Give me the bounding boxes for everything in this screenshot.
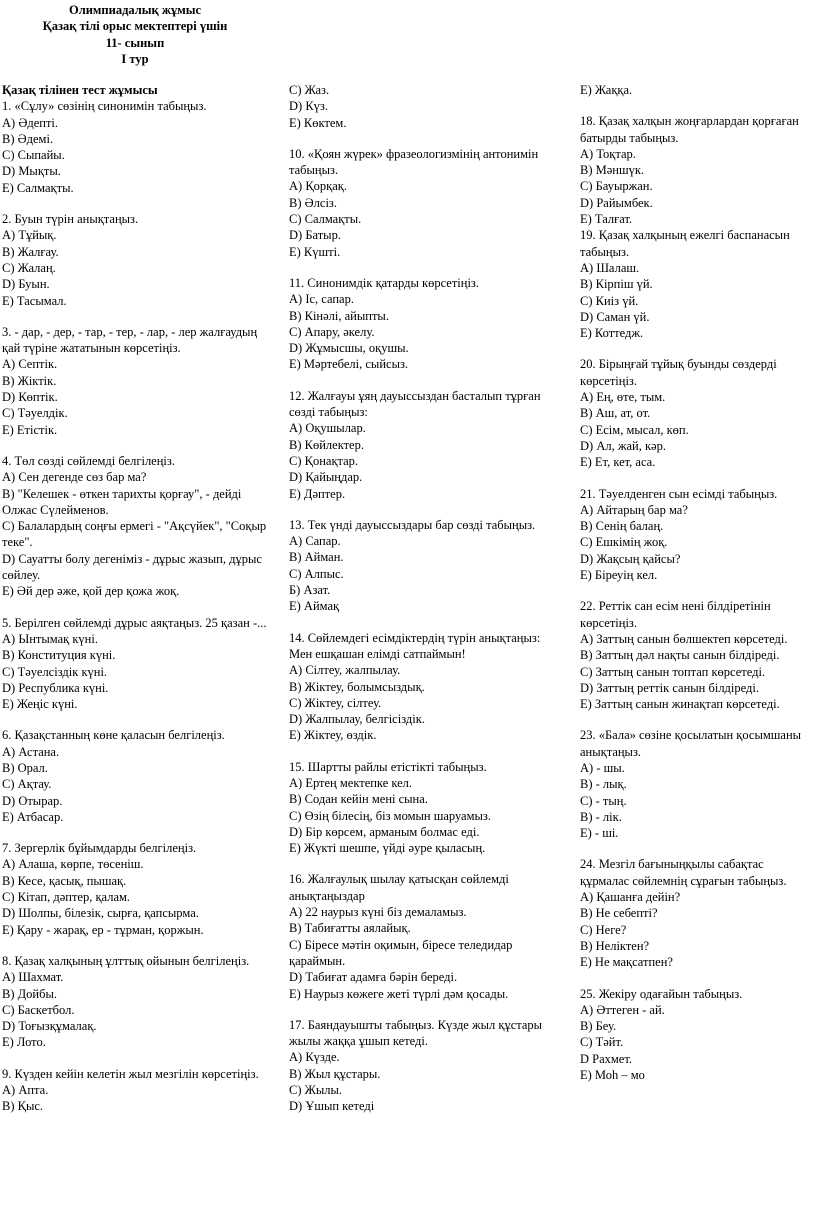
answer-option: C) - тың. [580, 793, 627, 808]
answer-option: D) Заттың реттік санын білдіреді. [580, 680, 759, 695]
answer-option: E) Жүкті шешпе, үйді әуре қыласың. [289, 841, 486, 856]
answer-option: E) Салмақты. [2, 180, 74, 195]
answer-option: E) Ет, кет, аса. [580, 455, 656, 470]
question-text: 23. «Бала» сөзіне қосылатын қосымшаны анықтаңыз. [580, 728, 802, 759]
question-block [289, 1017, 559, 1115]
question-block [580, 486, 814, 584]
question-block [289, 630, 559, 744]
answer-option: C) Жылы. [289, 1083, 342, 1098]
answer-option: A) Ең, өте, тым. [580, 390, 666, 405]
answer-option: D) Бір көрсем, арманым болмас еді. [289, 824, 480, 839]
answer-option: B) - лік. [580, 809, 622, 824]
question-text: 24. Мезгіл бағыныңқылы сабақтас құрмалас сөйлемнің сұрағын табыңыз. [580, 857, 787, 888]
question-text: 17. Баяндауышты табыңыз. Күзде жыл құстары жылы жаққа ұшып кетеді. [289, 1017, 543, 1049]
question-block [2, 98, 270, 196]
question-block [2, 324, 270, 438]
answer-option: E) Коттедж. [580, 326, 644, 341]
answer-option: D Рахмет. [580, 1051, 633, 1066]
answer-option: E) Не мақсатпен? [580, 955, 673, 970]
answer-option: C) Тәйт. [580, 1035, 624, 1050]
question-block [289, 759, 559, 857]
question-text: 2. Буын түрін анықтаңыз. [2, 212, 139, 227]
question-block [580, 727, 814, 841]
answer-option: A) Септік. [2, 357, 58, 372]
answer-option: D) Мықты. [2, 164, 61, 179]
answer-option: D) Батыр. [289, 228, 341, 243]
answer-option: A) Қашанға дейін? [580, 890, 681, 905]
answer-option: C) Жаз. [289, 83, 330, 97]
answer-option: B) Дойбы. [2, 986, 57, 1001]
question-text: 25. Жекіру одағайын табыңыз. [580, 986, 743, 1001]
answer-option: A) Тоқтар. [580, 146, 636, 161]
question-text: 7. Зергерлік бұйымдарды белгілеңіз. [2, 841, 197, 856]
header-subject: Қазақ тілі орыс мектептері үшін [42, 19, 228, 34]
answer-option: C) Киіз үй. [580, 293, 639, 308]
answer-option: D) Отырар. [2, 793, 63, 808]
answer-option: E) Жаққа. [580, 83, 633, 97]
question-text: 12. Жалғауы ұяң дауыссыздан басталып тұрған сөзді табыңыз: [289, 388, 541, 420]
answer-option: A) Заттың санын бөлшектеп көрсетеді. [580, 631, 788, 646]
answer-option: C) Біресе мәтін оқимын, біресе теледидар қараймын. [289, 937, 513, 968]
question-block [2, 1066, 270, 1115]
question-block [2, 840, 270, 938]
question-text: 1. «Сұлу» сөзінің синонимін табыңыз. [2, 99, 207, 114]
answer-option: B) Кесе, қасық, пышақ. [2, 873, 127, 888]
answer-option: D) Жақсың қайсы? [580, 551, 681, 566]
question-block [580, 986, 814, 1084]
answer-option: E) Талғат. [580, 212, 633, 227]
answer-option: C) Баскетбол. [2, 1002, 75, 1017]
answer-option: B) Табиғатты аялайық. [289, 921, 411, 936]
answer-option: C) Сыпайы. [2, 148, 65, 163]
answer-option: B) Жыл құстары. [289, 1066, 381, 1081]
answer-option: E) Заттың санын жинақтап көрсетеді. [580, 697, 780, 712]
answer-option: E) Атбасар. [2, 809, 64, 824]
question-block [2, 953, 270, 1051]
answer-option: Б) Азат. [289, 583, 331, 598]
question-block [580, 598, 814, 712]
question-block [289, 275, 559, 373]
question-continuation [580, 82, 814, 98]
answer-option: A) Алаша, көрпе, төсеніш. [2, 857, 144, 872]
answer-option: C) Неге? [580, 922, 627, 937]
answer-option: B) Кірпіш үй. [580, 277, 653, 292]
document-header [0, 2, 270, 67]
question-block [580, 856, 814, 970]
question-text: 18. Қазақ халқын жоңғарлардан қорғаған батырды табыңыз. [580, 114, 799, 145]
answer-option: E) Лото. [2, 1035, 46, 1050]
answer-option: D) Жұмысшы, оқушы. [289, 341, 409, 356]
answer-option: C) Қонақтар. [289, 453, 359, 468]
answer-option: B) Неліктен? [580, 938, 650, 953]
answer-option: C) Заттың санын топтап көрсетеді. [580, 664, 766, 679]
question-text: 16. Жалғаулық шылау қатысқан сөйлемді анықтаңыздар [289, 872, 509, 903]
answer-option: B) Мәншүк. [580, 163, 645, 178]
answer-option: D) Ал, жай, кәр. [580, 438, 666, 453]
question-block [2, 453, 270, 600]
question-text: 15. Шартты райлы етістікті табыңыз. [289, 759, 487, 774]
answer-option: A) Сапар. [289, 534, 341, 549]
answer-option: E) Тасымал. [2, 293, 67, 308]
answer-option: C) Жіктеу, сілтеу. [289, 695, 382, 710]
answer-option: E) Күшті. [289, 244, 341, 259]
answer-option: D) Табиғат адамға бәрін береді. [289, 970, 458, 985]
answer-option: A) - шы. [580, 760, 625, 775]
question-text: 13. Тек үнді дауыссыздары бар сөзді табыңыз. [289, 517, 536, 532]
question-block [580, 227, 814, 341]
answer-option: B) Айман. [289, 550, 344, 565]
question-block [2, 615, 270, 713]
question-block [289, 517, 559, 615]
question-list [2, 98, 270, 1114]
answer-option: C) Апару, әкелу. [289, 324, 375, 339]
answer-option: B) Содан кейін мені сына. [289, 792, 428, 807]
question-list [580, 113, 814, 1083]
question-text: 9. Күзден кейін келетін жыл мезгілін көрсетіңіз. [2, 1066, 259, 1081]
answer-option: A) Айтарың бар ма? [580, 502, 688, 517]
answer-option: A) Әттеген - ай. [580, 1002, 665, 1017]
answer-option: A) Әдепті. [2, 115, 58, 130]
answer-option: C) Алпыс. [289, 566, 344, 581]
question-block [289, 146, 559, 260]
answer-option: E) Мәртебелі, сыйсыз. [289, 357, 409, 372]
question-text: 10. «Қоян жүрек» фразеологизмінің антонимін табыңыз. [289, 146, 539, 178]
answer-option: E) Етістік. [2, 422, 58, 437]
answer-option: C) Есім, мысал, көп. [580, 422, 689, 437]
answer-option: A) Күзде. [289, 1050, 340, 1065]
answer-option: D) Буын. [2, 277, 50, 292]
header-grade: 11- сынып [105, 35, 165, 50]
answer-option: D) Сауатты болу дегеніміз - дұрыс жазып, дұрыс сөйлеу. [2, 551, 262, 583]
question-text: 19. Қазақ халқының ежелгі баспанасын табыңыз. [580, 228, 790, 259]
answer-option: B) Әлсіз. [289, 195, 337, 210]
question-text: 4. Төл сөзді сөйлемді белгілеңіз. [2, 453, 175, 468]
column-2 [289, 82, 559, 1130]
answer-option: C) Өзің білесің, біз момын шаруамыз. [289, 808, 491, 823]
header-round: I тур [121, 51, 149, 66]
question-text: 8. Қазақ халқының ұлттық ойынын белгілеңіз. [2, 953, 250, 968]
answer-option: D) Күз. [289, 99, 328, 114]
answer-option: A) Іс, сапар. [289, 292, 354, 307]
answer-option: B) Орал. [2, 760, 48, 775]
answer-option: E) Дәптер. [289, 486, 346, 501]
answer-option: B) Әдемі. [2, 131, 54, 146]
answer-option: A) 22 наурыз күні біз демаламыз. [289, 905, 467, 920]
answer-option: E) Әй дер әже, қой дер қожа жоқ. [2, 584, 180, 599]
answer-option: D) Тоғызқұмалақ. [2, 1019, 97, 1034]
answer-option: B) Беу. [580, 1019, 617, 1034]
answer-option: B) - лық. [580, 777, 627, 792]
answer-option: E) Қару - жарақ, ер - тұрман, қоржын. [2, 922, 204, 937]
answer-option: E) Көктем. [289, 115, 347, 130]
answer-option: C) Тәуелсіздік күні. [2, 664, 108, 679]
answer-option: B) Көйлектер. [289, 437, 364, 452]
answer-option: C) Балалардың соңғы ермегі - "Ақсүйек", "Соқыр теке". [2, 519, 267, 550]
question-list [289, 146, 559, 1115]
answer-option: A) Қорқақ. [289, 179, 347, 194]
question-text: 6. Қазақстанның көне қаласын белгілеңіз. [2, 728, 225, 743]
answer-option: E) Аймақ [289, 599, 340, 614]
question-block [2, 211, 270, 309]
answer-option: A) Сен дегенде сөз бар ма? [2, 470, 147, 485]
answer-option: B) Сенің балаң. [580, 519, 664, 534]
column-1 [2, 82, 270, 1130]
answer-option: C) Кітап, дәптер, қалам. [2, 890, 131, 905]
answer-option: B) Не себепті? [580, 906, 658, 921]
answer-option: B) Қыс. [2, 1099, 44, 1114]
answer-option: A) Астана. [2, 744, 60, 759]
answer-option: D) Республика күні. [2, 680, 109, 695]
answer-option: B) Жіктеу, болымсыздық. [289, 679, 425, 694]
answer-option: D) Саман үй. [580, 309, 650, 324]
answer-option: D) Райымбек. [580, 195, 653, 210]
answer-option: D) Шолпы, білезік, сырға, қапсырма. [2, 906, 199, 921]
question-block [2, 727, 270, 825]
answer-option: C) Ешкімің жоқ. [580, 535, 668, 550]
question-block [580, 356, 814, 470]
answer-option: A) Тұйық. [2, 228, 57, 243]
answer-option: B) Кінәлі, айыпты. [289, 308, 389, 323]
answer-option: A) Ертең мектепке кел. [289, 775, 413, 790]
answer-option: E) Біреуің кел. [580, 568, 658, 583]
answer-option: D) Ұшып кетеді [289, 1099, 375, 1114]
answer-option: A) Апта. [2, 1083, 49, 1098]
answer-option: A) Ынтымақ күні. [2, 631, 98, 646]
answer-option: B) Жалғау. [2, 244, 59, 259]
question-block [289, 871, 559, 1001]
answer-option: A) Шахмат. [2, 970, 64, 985]
answer-option: B) Заттың дәл нақты санын білдіреді. [580, 648, 780, 663]
answer-option: E) - ші. [580, 826, 619, 841]
question-text: 3. - дар, - дер, - тар, - тер, - лар, - лер жалғаудың қай түріне жататынын көрсетіңіз. [2, 324, 258, 356]
answer-option: A) Оқушылар. [289, 421, 366, 436]
question-text: 21. Тәуелденген сын есімді табыңыз. [580, 486, 778, 501]
answer-option: C) Ақтау. [2, 777, 52, 792]
question-text: 14. Сөйлемдегі есімдіктердің түрін анықтаңыз: Мен ешқашан елімді сатпаймын! [289, 630, 541, 661]
question-text: 22. Реттік сан есім нені білдіретінін көрсетіңіз. [580, 599, 771, 630]
answer-option: C) Бауыржан. [580, 179, 653, 194]
question-continuation [289, 82, 559, 131]
answer-option: B) Конституция күні. [2, 648, 116, 663]
answer-option: C) Жалаң. [2, 260, 56, 275]
answer-option: B) Аш, ат, от. [580, 406, 651, 421]
answer-option: D) Қайыңдар. [289, 470, 363, 485]
header-title: Олимпиадалық жұмыс [68, 3, 202, 17]
answer-option: C) Салмақты. [289, 212, 362, 227]
section-title: Қазақ тілінен тест жұмысы [2, 83, 158, 97]
question-text: 5. Берілген сөйлемді дұрыс аяқтаңыз. 25 қазан -... [2, 615, 267, 630]
question-block [289, 388, 559, 502]
answer-option: E) Жіктеу, өздік. [289, 728, 377, 743]
answer-option: E) Наурыз көжеге жеті түрлі дәм қосады. [289, 986, 509, 1001]
answer-option: A) Шалаш. [580, 260, 640, 275]
answer-option: B) Жіктік. [2, 373, 57, 388]
answer-option: A) Сілтеу, жалпылау. [289, 663, 401, 678]
question-text: 20. Бірыңғай тұйық буынды сөздерді көрсетіңіз. [580, 357, 777, 388]
question-block [580, 113, 814, 227]
answer-option: D) Жалпылау, белгісіздік. [289, 712, 425, 727]
answer-option: B) "Келешек - өткен тарихты қорғау", - дейді Олжас Сүлейменов. [2, 486, 242, 517]
question-text: 11. Синонимдік қатарды көрсетіңіз. [289, 275, 479, 290]
answer-option: D) Көптік. [2, 390, 58, 405]
answer-option: E) Моһ – мо [580, 1068, 645, 1083]
column-3 [580, 82, 814, 1098]
answer-option: E) Жеңіс күні. [2, 697, 78, 712]
answer-option: C) Тәуелдік. [2, 406, 68, 421]
